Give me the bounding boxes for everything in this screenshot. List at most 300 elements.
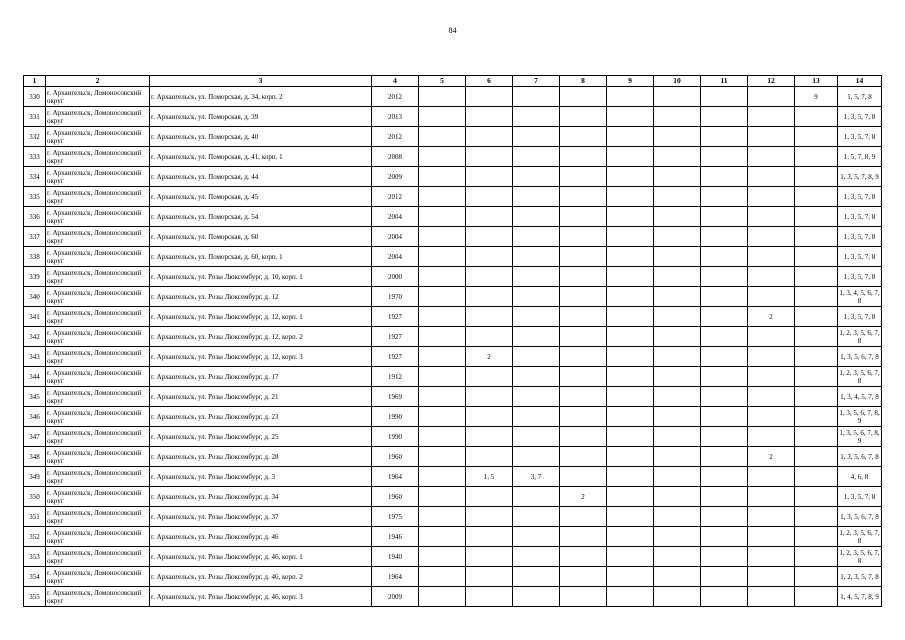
district-cell: г. Архангельск, Ломоносовский округ xyxy=(46,507,150,527)
col13-cell xyxy=(795,347,838,367)
codes-cell: 1, 2, 3, 5, 6, 7, 8 xyxy=(839,368,880,385)
col9-cell xyxy=(607,567,654,587)
codes-cell: 1, 3, 5, 7, 8 xyxy=(838,187,882,207)
row-number-cell: 351 xyxy=(24,507,46,527)
col11-cell xyxy=(701,227,748,247)
col12-cell xyxy=(748,287,795,307)
col9-cell xyxy=(607,527,654,547)
district-cell: г. Архангельск, Ломоносовский округ xyxy=(46,247,150,267)
col12-cell xyxy=(748,547,795,567)
col11-cell xyxy=(701,547,748,567)
col10-cell xyxy=(654,327,701,347)
col11-cell xyxy=(701,347,748,367)
col12-cell xyxy=(748,387,795,407)
col9-cell xyxy=(607,487,654,507)
col10-cell xyxy=(654,247,701,267)
address-cell: г. Архангельск, ул. Поморская, д. 54 xyxy=(150,207,372,227)
col10-cell xyxy=(654,147,701,167)
address-cell: г. Архангельск, ул. Розы Люксембург, д. 3 xyxy=(150,467,372,487)
col8-cell xyxy=(560,87,607,107)
address-cell: г. Архангельск, ул. Поморская, д. 39 xyxy=(150,107,372,127)
address-cell: г. Архангельск, ул. Розы Люксембург, д. 12, корп. 2 xyxy=(150,327,372,347)
col5-cell xyxy=(419,407,466,427)
col12-cell xyxy=(748,467,795,487)
col5-cell xyxy=(419,427,466,447)
col10-cell xyxy=(654,167,701,187)
col11-cell xyxy=(701,567,748,587)
codes-cell: 1, 3, 5, 6, 7, 8, 9 xyxy=(839,408,880,425)
table-row xyxy=(24,467,882,487)
col8-cell xyxy=(560,147,607,167)
col11-cell xyxy=(701,467,748,487)
year-cell: 2000 xyxy=(372,267,419,287)
district-cell: г. Архангельск, Ломоносовский округ xyxy=(46,447,150,467)
row-number-cell: 341 xyxy=(24,307,46,327)
codes-cell: 1, 3, 5, 7, 8 xyxy=(838,227,882,247)
year-cell: 1990 xyxy=(372,427,419,447)
col6-cell xyxy=(466,527,513,547)
col5-cell xyxy=(419,207,466,227)
col9-cell xyxy=(607,427,654,447)
table-row xyxy=(24,527,882,547)
col7-cell xyxy=(513,227,560,247)
row-number-cell: 335 xyxy=(24,187,46,207)
col8-cell xyxy=(560,187,607,207)
col10-cell xyxy=(654,487,701,507)
col12-cell xyxy=(748,347,795,367)
address-cell: г. Архангельск, ул. Розы Люксембург, д. 10, корп. 1 xyxy=(150,267,372,287)
district-cell: г. Архангельск, Ломоносовский округ xyxy=(46,547,150,567)
codes-cell: 1, 3, 5, 7, 8 xyxy=(838,107,882,127)
table-row xyxy=(24,267,882,287)
col13-cell xyxy=(795,147,838,167)
col5-cell xyxy=(419,567,466,587)
col10-cell xyxy=(654,307,701,327)
year-cell: 2008 xyxy=(372,147,419,167)
col13-cell xyxy=(795,427,838,447)
col8-cell xyxy=(560,587,607,607)
address-cell: г. Архангельск, ул. Розы Люксембург, д. 17 xyxy=(150,367,372,387)
col10-cell xyxy=(654,87,701,107)
table-row xyxy=(24,567,882,587)
row-number-cell: 346 xyxy=(24,407,46,427)
codes-cell: 1, 2, 3, 5, 6, 7, 8 xyxy=(839,548,880,565)
year-cell: 1960 xyxy=(372,447,419,467)
row-number-cell: 353 xyxy=(24,547,46,567)
row-number-cell: 348 xyxy=(24,447,46,467)
row-number-cell: 350 xyxy=(24,487,46,507)
address-cell: г. Архангельск, ул. Розы Люксембург, д. 46, корп. 2 xyxy=(150,567,372,587)
col7-cell xyxy=(513,347,560,367)
district-cell: г. Архангельск, Ломоносовский округ xyxy=(46,427,150,447)
address-cell: г. Архангельск, ул. Розы Люксембург, д. 34 xyxy=(150,487,372,507)
row-number-cell: 342 xyxy=(24,327,46,347)
col11-cell xyxy=(701,247,748,267)
col10-cell xyxy=(654,427,701,447)
col6-cell xyxy=(466,87,513,107)
header-row xyxy=(24,76,882,87)
address-cell: г. Архангельск, ул. Поморская, д. 60, корп. 1 xyxy=(150,247,372,267)
year-cell: 1964 xyxy=(372,567,419,587)
column-header: 11 xyxy=(701,76,748,87)
col6-cell xyxy=(466,287,513,307)
year-cell: 1912 xyxy=(372,367,419,387)
col12-cell xyxy=(748,327,795,347)
address-cell: г. Архангельск, ул. Розы Люксембург, д. 21 xyxy=(150,387,372,407)
col11-cell xyxy=(701,527,748,547)
registry-table xyxy=(23,75,882,607)
col11-cell xyxy=(701,447,748,467)
address-cell: г. Архангельск, ул. Розы Люксембург, д. 46, корп. 3 xyxy=(150,587,372,607)
row-number-cell: 336 xyxy=(24,207,46,227)
col11-cell xyxy=(701,507,748,527)
year-cell: 2012 xyxy=(372,87,419,107)
col9-cell xyxy=(607,127,654,147)
col7-cell xyxy=(513,527,560,547)
codes-cell: 1, 3, 5, 7, 8 xyxy=(838,207,882,227)
col5-cell xyxy=(419,547,466,567)
col6-cell: 2 xyxy=(466,347,513,367)
col8-cell xyxy=(560,347,607,367)
col11-cell xyxy=(701,387,748,407)
col9-cell xyxy=(607,187,654,207)
codes-cell: 1, 5, 7, 8 xyxy=(838,87,882,107)
col10-cell xyxy=(654,547,701,567)
column-header: 6 xyxy=(466,76,513,87)
col5-cell xyxy=(419,327,466,347)
col13-cell xyxy=(795,207,838,227)
district-cell: г. Архангельск, Ломоносовский округ xyxy=(46,267,150,287)
col7-cell xyxy=(513,247,560,267)
col5-cell xyxy=(419,287,466,307)
col11-cell xyxy=(701,267,748,287)
col8-cell xyxy=(560,367,607,387)
table-row xyxy=(24,87,882,107)
col13-cell xyxy=(795,487,838,507)
col13-cell xyxy=(795,547,838,567)
col13-cell xyxy=(795,287,838,307)
col6-cell xyxy=(466,447,513,467)
row-number-cell: 334 xyxy=(24,167,46,187)
col12-cell xyxy=(748,567,795,587)
col8-cell xyxy=(560,467,607,487)
column-header: 14 xyxy=(838,76,882,87)
col10-cell xyxy=(654,367,701,387)
col13-cell xyxy=(795,387,838,407)
col12-cell xyxy=(748,127,795,147)
col12-cell xyxy=(748,407,795,427)
col7-cell xyxy=(513,287,560,307)
col9-cell xyxy=(607,327,654,347)
col5-cell xyxy=(419,367,466,387)
col6-cell xyxy=(466,427,513,447)
col6-cell xyxy=(466,367,513,387)
col8-cell xyxy=(560,507,607,527)
col6-cell xyxy=(466,267,513,287)
col11-cell xyxy=(701,327,748,347)
col5-cell xyxy=(419,587,466,607)
col11-cell xyxy=(701,367,748,387)
codes-cell: 1, 2, 3, 5, 7, 8 xyxy=(838,567,882,587)
row-number-cell: 337 xyxy=(24,227,46,247)
col7-cell xyxy=(513,567,560,587)
col13-cell xyxy=(795,267,838,287)
col6-cell xyxy=(466,187,513,207)
col13-cell xyxy=(795,127,838,147)
col8-cell xyxy=(560,547,607,567)
table-row xyxy=(24,447,882,467)
col7-cell xyxy=(513,87,560,107)
year-cell: 2004 xyxy=(372,247,419,267)
page-number: 84 xyxy=(448,26,457,35)
address-cell: г. Архангельск, ул. Поморская, д. 60 xyxy=(150,227,372,247)
col13-cell xyxy=(795,567,838,587)
col8-cell xyxy=(560,267,607,287)
district-cell: г. Архангельск, Ломоносовский округ xyxy=(46,327,150,347)
codes-cell: 1, 3, 5, 7, 8 xyxy=(838,247,882,267)
col13-cell xyxy=(795,527,838,547)
district-cell: г. Архангельск, Ломоносовский округ xyxy=(46,127,150,147)
col10-cell xyxy=(654,127,701,147)
table-row xyxy=(24,547,882,567)
table-row xyxy=(24,107,882,127)
col8-cell xyxy=(560,527,607,547)
col7-cell xyxy=(513,187,560,207)
col5-cell xyxy=(419,387,466,407)
col9-cell xyxy=(607,347,654,367)
col9-cell xyxy=(607,547,654,567)
col10-cell xyxy=(654,467,701,487)
col12-cell xyxy=(748,487,795,507)
col8-cell xyxy=(560,207,607,227)
codes-cell: 1, 3, 5, 6, 7, 8, 9 xyxy=(839,428,880,445)
year-cell: 1940 xyxy=(372,547,419,567)
codes-cell: 1, 3, 5, 7, 8 xyxy=(838,307,882,327)
col9-cell xyxy=(607,387,654,407)
col13-cell xyxy=(795,467,838,487)
col5-cell xyxy=(419,107,466,127)
col5-cell xyxy=(419,527,466,547)
col9-cell xyxy=(607,447,654,467)
col8-cell xyxy=(560,407,607,427)
col13-cell xyxy=(795,407,838,427)
district-cell: г. Архангельск, Ломоносовский округ xyxy=(46,207,150,227)
col6-cell xyxy=(466,587,513,607)
col8-cell xyxy=(560,427,607,447)
address-cell: г. Архангельск, ул. Поморская, д. 34, корп. 2 xyxy=(150,87,372,107)
col9-cell xyxy=(607,107,654,127)
col8-cell xyxy=(560,227,607,247)
table-row xyxy=(24,407,882,427)
col13-cell xyxy=(795,447,838,467)
col13-cell xyxy=(795,507,838,527)
col12-cell xyxy=(748,87,795,107)
col9-cell xyxy=(607,507,654,527)
col12-cell: 2 xyxy=(748,447,795,467)
column-header: 2 xyxy=(46,76,150,87)
col9-cell xyxy=(607,207,654,227)
col5-cell xyxy=(419,487,466,507)
row-number-cell: 333 xyxy=(24,147,46,167)
col12-cell xyxy=(748,367,795,387)
col5-cell xyxy=(419,167,466,187)
col8-cell xyxy=(560,567,607,587)
row-number-cell: 332 xyxy=(24,127,46,147)
col13-cell xyxy=(795,247,838,267)
district-cell: г. Архангельск, Ломоносовский округ xyxy=(46,587,150,607)
codes-cell: 1, 4, 5, 7, 8, 9 xyxy=(838,587,882,607)
col13-cell xyxy=(795,187,838,207)
year-cell: 1927 xyxy=(372,327,419,347)
col5-cell xyxy=(419,247,466,267)
col11-cell xyxy=(701,187,748,207)
address-cell: г. Архангельск, ул. Розы Люксембург, д. 12 xyxy=(150,287,372,307)
col7-cell xyxy=(513,407,560,427)
address-cell: г. Архангельск, ул. Розы Люксембург, д. 37 xyxy=(150,507,372,527)
col9-cell xyxy=(607,267,654,287)
column-header: 13 xyxy=(795,76,838,87)
col6-cell xyxy=(466,307,513,327)
table-row xyxy=(24,287,882,307)
district-cell: г. Архангельск, Ломоносовский округ xyxy=(46,307,150,327)
col9-cell xyxy=(607,407,654,427)
table-row xyxy=(24,187,882,207)
column-header: 4 xyxy=(372,76,419,87)
row-number-cell: 347 xyxy=(24,427,46,447)
col12-cell xyxy=(748,207,795,227)
codes-cell: 1, 3, 4, 5, 7, 8 xyxy=(838,387,882,407)
row-number-cell: 352 xyxy=(24,527,46,547)
codes-cell: 1, 3, 5, 7, 8, 9 xyxy=(838,167,882,187)
col13-cell xyxy=(795,307,838,327)
column-header: 10 xyxy=(654,76,701,87)
col6-cell xyxy=(466,567,513,587)
col12-cell xyxy=(748,247,795,267)
col9-cell xyxy=(607,147,654,167)
year-cell: 1964 xyxy=(372,467,419,487)
row-number-cell: 344 xyxy=(24,367,46,387)
year-cell: 1960 xyxy=(372,487,419,507)
district-cell: г. Архангельск, Ломоносовский округ xyxy=(46,367,150,387)
row-number-cell: 355 xyxy=(24,587,46,607)
col7-cell xyxy=(513,427,560,447)
year-cell: 1990 xyxy=(372,407,419,427)
table-row xyxy=(24,347,882,367)
year-cell: 1946 xyxy=(372,527,419,547)
col8-cell xyxy=(560,287,607,307)
col6-cell xyxy=(466,387,513,407)
col12-cell xyxy=(748,587,795,607)
table-row xyxy=(24,427,882,447)
codes-cell: 1, 3, 5, 7, 8 xyxy=(838,127,882,147)
col5-cell xyxy=(419,87,466,107)
col11-cell xyxy=(701,307,748,327)
col13-cell xyxy=(795,167,838,187)
col7-cell xyxy=(513,127,560,147)
col8-cell xyxy=(560,127,607,147)
district-cell: г. Архангельск, Ломоносовский округ xyxy=(46,167,150,187)
year-cell: 2004 xyxy=(372,207,419,227)
year-cell: 1970 xyxy=(372,287,419,307)
address-cell: г. Архангельск, ул. Розы Люксембург, д. 46 xyxy=(150,527,372,547)
col8-cell xyxy=(560,387,607,407)
col7-cell xyxy=(513,167,560,187)
codes-cell: 1, 5, 7, 8, 9 xyxy=(838,147,882,167)
district-cell: г. Архангельск, Ломоносовский округ xyxy=(46,347,150,367)
col6-cell xyxy=(466,107,513,127)
col8-cell xyxy=(560,167,607,187)
col7-cell xyxy=(513,327,560,347)
table-row xyxy=(24,167,882,187)
col12-cell xyxy=(748,187,795,207)
col9-cell xyxy=(607,227,654,247)
col9-cell xyxy=(607,247,654,267)
col9-cell xyxy=(607,87,654,107)
address-cell: г. Архангельск, ул. Розы Люксембург, д. 23 xyxy=(150,407,372,427)
year-cell: 2012 xyxy=(372,187,419,207)
col12-cell xyxy=(748,107,795,127)
col11-cell xyxy=(701,407,748,427)
col7-cell xyxy=(513,487,560,507)
col7-cell xyxy=(513,147,560,167)
codes-cell: 1, 3, 5, 7, 8 xyxy=(838,267,882,287)
table-row xyxy=(24,387,882,407)
row-number-cell: 340 xyxy=(24,287,46,307)
col5-cell xyxy=(419,187,466,207)
col10-cell xyxy=(654,527,701,547)
col7-cell xyxy=(513,267,560,287)
codes-cell: 1, 3, 5, 6, 7, 8 xyxy=(838,507,882,527)
col9-cell xyxy=(607,167,654,187)
col8-cell xyxy=(560,307,607,327)
table-body xyxy=(24,87,882,607)
col10-cell xyxy=(654,567,701,587)
col7-cell xyxy=(513,507,560,527)
col11-cell xyxy=(701,427,748,447)
col10-cell xyxy=(654,387,701,407)
col12-cell xyxy=(748,147,795,167)
col11-cell xyxy=(701,167,748,187)
col6-cell xyxy=(466,127,513,147)
col12-cell xyxy=(748,427,795,447)
col6-cell xyxy=(466,227,513,247)
col11-cell xyxy=(701,587,748,607)
col11-cell xyxy=(701,107,748,127)
district-cell: г. Архангельск, Ломоносовский округ xyxy=(46,487,150,507)
col13-cell xyxy=(795,587,838,607)
col11-cell xyxy=(701,87,748,107)
col11-cell xyxy=(701,287,748,307)
col5-cell xyxy=(419,447,466,467)
row-number-cell: 330 xyxy=(24,87,46,107)
col5-cell xyxy=(419,307,466,327)
col6-cell xyxy=(466,207,513,227)
col13-cell: 9 xyxy=(795,87,838,107)
column-header: 8 xyxy=(560,76,607,87)
table-row xyxy=(24,507,882,527)
col11-cell xyxy=(701,487,748,507)
codes-cell: 1, 3, 5, 6, 7, 8 xyxy=(838,447,882,467)
address-cell: г. Архангельск, ул. Розы Люксембург, д. 28 xyxy=(150,447,372,467)
col12-cell: 2 xyxy=(748,307,795,327)
year-cell: 1927 xyxy=(372,347,419,367)
col6-cell xyxy=(466,167,513,187)
column-header: 12 xyxy=(748,76,795,87)
address-cell: г. Архангельск, ул. Розы Люксембург, д. 12, корп. 3 xyxy=(150,347,372,367)
year-cell: 1969 xyxy=(372,387,419,407)
address-cell: г. Архангельск, ул. Поморская, д. 41, корп. 1 xyxy=(150,147,372,167)
col10-cell xyxy=(654,347,701,367)
